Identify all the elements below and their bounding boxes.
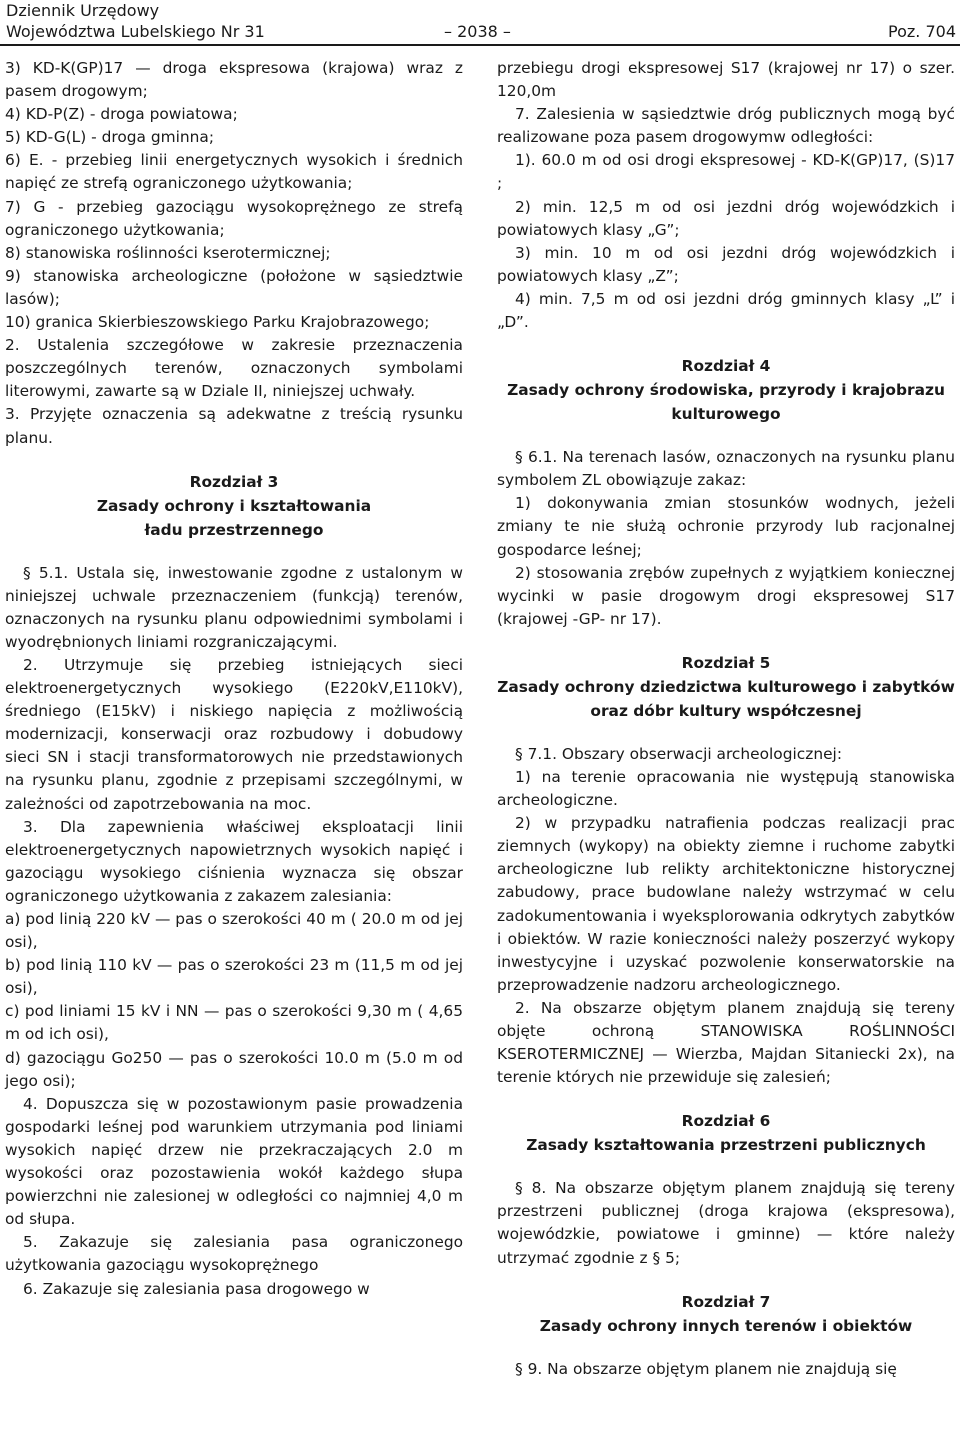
chapter-title: Zasady kształtowania przestrzeni publicznych [526,1136,926,1155]
header-divider [0,44,960,46]
paragraph: przebiegu drogi ekspresowej S17 (krajowej nr 17) o szer. 120,0m [497,59,955,101]
paragraph: 7) G - przebieg gazociągu wysokoprężnego ze strefą ograniczonego użytkowania; [5,197,463,239]
chapter-7-heading [497,1290,955,1338]
chapter-number: Rozdział 6 [681,1112,771,1131]
chapter-title: Zasady ochrony dziedzictwa kulturowego i zabytków oraz dóbr kultury współczesnej [497,677,955,720]
paragraph: 5) KD-G(L) - droga gminna; [5,128,215,147]
list-item: 4) min. 7,5 m od osi jezdni dróg gminnych klasy „L” i „D”. [497,289,955,332]
chapter-3-heading [5,470,463,542]
list-item: 1) dokonywania zmian stosunków wodnych, jeżeli zmiany te nie służą ochronie przyrody lub racjonalnej gospodarce leśnej; [497,494,955,559]
section-7-1: § 7.1. Obszary obserwacji archeologicznej: [515,744,842,763]
chapter-title: Zasady ochrony i kształtowania [96,496,372,515]
list-item: 1). 60.0 m od osi drogi ekspresowej - KD-K(GP)17, (S)17 ; [497,151,955,193]
paragraph: 10) granica Skierbieszowskiego Parku Krajobrazowego; [5,313,430,332]
list-item: b) pod linią 110 kV — pas o szerokości 23 m (11,5 m od jej osi), [5,956,463,998]
section-5-6: 6. Zakazuje się zalesiania pasa drogowego w [23,1279,370,1298]
chapter-number: Rozdział 4 [681,357,771,376]
page-header [6,0,956,44]
chapter-number: Rozdział 3 [189,472,279,491]
list-item: 2) min. 12,5 m od osi jezdni dróg wojewódzkich i powiatowych klasy „G”; [497,197,955,239]
section-5-4: 4. Dopuszcza się w pozostawionym pasie prowadzenia gospodarki leśnej pod warunkiem utrzymania pod liniami wysokich napięć drzew nie przekraczających 2.0 m wysokości oraz pozostawienia wokół każdego słupa powierzchni nie zalesionej w odległości co najmniej 4,0 m od słupa. [5,1094,463,1229]
list-item: 2) stosowania zrębów zupełnych z wyjątkiem koniecznej wycinki w pasie drogowym drogi ekspresowej S17 (krajowej -GP- nr 17). [497,563,955,628]
page-number: – 2038 – [444,22,511,41]
chapter-6-heading [497,1109,955,1157]
chapter-title: Zasady ochrony innych terenów i obiektów [539,1316,913,1335]
section-5-3: 3. Dla zapewnienia właściwej eksploatacji linii elektroenergetycznych napowietrznych wysokich napięć i gazociągu wysokiego ciśnienia wyznacza się obszar ograniczonego użytkowania z zakazem zalesiania: [5,817,463,905]
journal-title: Dziennik Urzędowy [6,1,160,20]
right-column [497,57,955,1381]
paragraph: 6) E. - przebieg linii energetycznych wysokich i średnich napięć ze strefą ograniczonego użytkowania; [5,151,463,193]
paragraph: 8) stanowiska roślinności kserotermicznej; [5,243,331,262]
section-5-2: 2. Utrzymuje się przebieg istniejących sieci elektroenergetycznych wysokiego (E220kV,E110kV), średniego (E15kV) i niskiego napięcia z możliwością modernizacji, konserwacji oraz rozbudowy i dobudowy sieci SN i stacji transformatorowych nie przedstawionych na rysunku planu, zgodnie z przepisami szczególnymi, w zależności od zapotrzebowania na moc. [5,655,463,813]
list-item: a) pod linią 220 kV — pas o szerokości 40 m ( 20.0 m od jej osi), [5,910,463,952]
paragraph: 7. Zalesienia w sąsiedztwie dróg publicznych mogą być realizowane poza pasem drogowymw odległości: [497,105,955,147]
paragraph: 3. Przyjęte oznaczenia są adekwatne z treścią rysunku planu. [5,405,463,447]
section-5-5: 5. Zakazuje się zalesiania pasa ograniczonego użytkowania gazociągu wysokoprężnego [5,1233,463,1275]
chapter-4-heading [497,354,955,426]
list-item: c) pod liniami 15 kV i NN — pas o szerokości 9,30 m ( 4,65 m od ich osi), [5,1002,463,1044]
position-number: Poz. 704 [888,22,956,41]
chapter-number: Rozdział 5 [681,653,771,672]
list-item: 3) min. 10 m od osi jezdni dróg wojewódzkich i powiatowych klasy „Z”; [497,243,955,285]
paragraph: 9) stanowiska archeologiczne (położone w sąsiedztwie lasów); [5,266,463,308]
section-6-1: § 6.1. Na terenach lasów, oznaczonych na rysunku planu symbolem ZL obowiązuje zakaz: [497,448,955,490]
left-column [5,57,463,1301]
list-item: d) gazociągu Go250 — pas o szerokości 10.0 m (5.0 m od jego osi); [5,1048,463,1090]
section-7-2: 2. Na obszarze objętym planem znajdują się tereny objęte ochroną STANOWISKA ROŚLINNOŚCI KSEROTERMICZNEJ — Wierzba, Majdan Sitaniecki 2x), na terenie których nie przewiduje się zalesień; [497,998,955,1087]
chapter-title: Zasady ochrony środowiska, przyrody i krajobrazu kulturowego [507,381,945,424]
section-5-1: § 5.1. Ustala się, inwestowanie zgodne z ustalonym w niniejszej uchwale przeznaczeniem (funkcją) terenów, oznaczonych na rysunku planu odpowiednimi symbolami i wyodrębnionych liniami rozgraniczającymi. [5,563,463,651]
paragraph: 2. Ustalenia szczegółowe w zakresie przeznaczenia poszczególnych terenów, oznaczonych symbolami literowymi, zawarte są w Dziale II, niniejszej uchwały. [5,336,463,401]
paragraph: 4) KD-P(Z) - droga powiatowa; [5,105,238,124]
list-item: 1) na terenie opracowania nie występują stanowiska archeologiczne. [497,767,955,810]
journal-issue: Województwa Lubelskiego Nr 31 [6,22,265,41]
chapter-5-heading [497,651,955,723]
list-item: 2) w przypadku natrafienia podczas realizacji prac ziemnych (wykopy) na obiekty ziemne i ruchome zabytki archeologiczne lub relikty architektoniczne historycznej zabudowy, prace budowlane należy wstrzymać w celu zadokumentowania i wyeksplorowania odkrytych zabytków i obiektów. W razie konieczności należy poszerzyć wykopy inwestycyjne i uzyskać pozwolenie konserwatorskie na przeprowadzenie nadzoru archeologicznego. [497,814,955,994]
section-8: § 8. Na obszarze objętym planem znajdują się tereny przestrzeni publicznej (droga krajowa (ekspresowa), wojewódzkie, powiatowe i gminne) — które należy utrzymać zgodnie z § 5; [497,1179,955,1267]
paragraph: 3) KD-K(GP)17 — droga ekspresowa (krajowa) wraz z pasem drogowym; [5,59,463,101]
chapter-title: ładu przestrzennego [144,520,324,539]
section-9: § 9. Na obszarze objętym planem nie znajdują się [515,1359,897,1378]
chapter-number: Rozdział 7 [681,1292,771,1311]
